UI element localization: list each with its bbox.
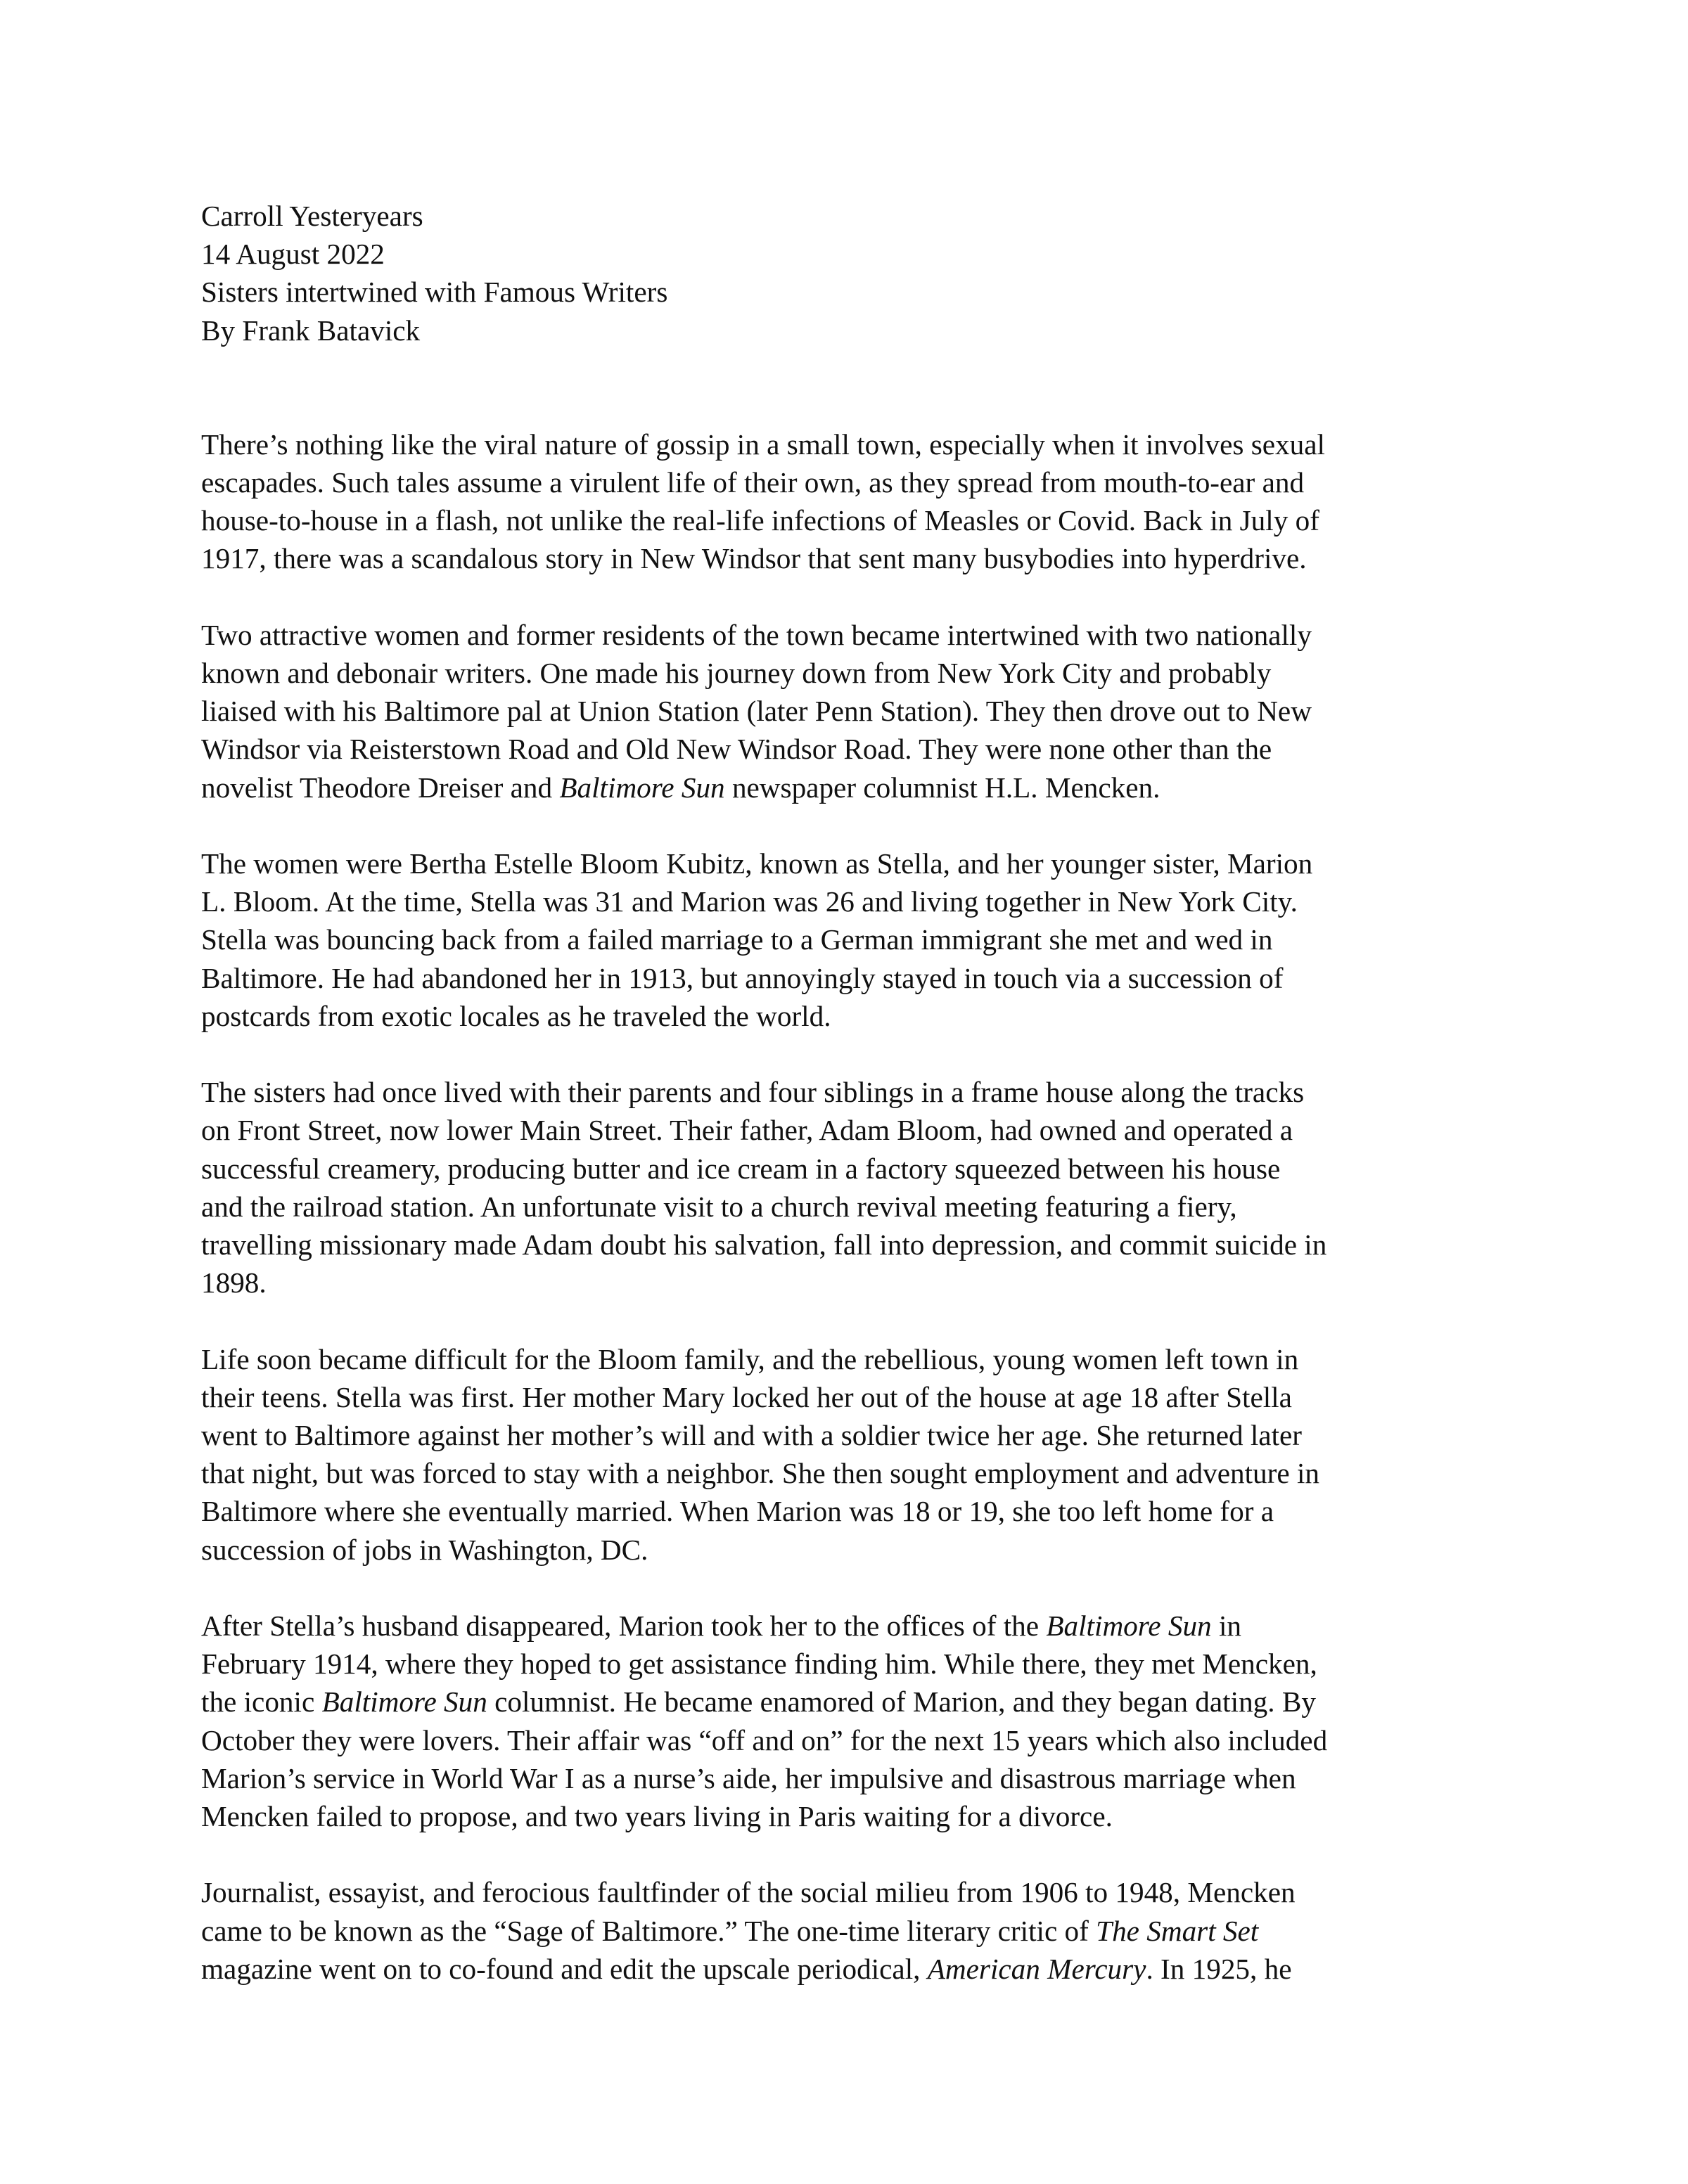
newspaper-title: Baltimore Sun (559, 771, 725, 804)
text-line (201, 1950, 1502, 1988)
text-line: The women were Bertha Estelle Bloom Kubitz, known as Stella, and her younger sister, Marion (201, 847, 1313, 880)
text-segment: novelist Theodore Dreiser and (201, 771, 560, 804)
text-line (201, 1607, 1502, 1645)
paragraph-1 (201, 425, 1502, 578)
newspaper-title: Baltimore Sun (1046, 1610, 1212, 1643)
text-line: The sisters had once lived with their parents and four siblings in a frame house along the tracks (201, 1076, 1305, 1109)
text-line: Life soon became difficult for the Bloom family, and the rebellious, young women left town in (201, 1342, 1299, 1375)
text-line: went to Baltimore against her mother’s will and with a soldier twice her age. She returned later (201, 1419, 1303, 1452)
magazine-title: American Mercury (927, 1952, 1146, 1985)
text-line: travelling missionary made Adam doubt his salvation, fall into depression, and commit suicide in (201, 1228, 1327, 1261)
text-line (201, 769, 1502, 807)
text-line: postcards from exotic locales as he traveled the world. (201, 999, 831, 1032)
text-line: Marion’s service in World War I as a nurse’s aide, her impulsive and disastrous marriage when (201, 1761, 1296, 1794)
text-line: liaised with his Baltimore pal at Union Station (later Penn Station). They then drove out to New (201, 695, 1312, 728)
article-title: Sisters intertwined with Famous Writers (201, 276, 668, 309)
text-line: on Front Street, now lower Main Street. Their father, Adam Bloom, had owned and operated a (201, 1114, 1293, 1147)
text-line: Journalist, essayist, and ferocious faultfinder of the social milieu from 1906 to 1948, Mencken (201, 1876, 1296, 1909)
article-header (201, 197, 1502, 349)
paragraph-2 (201, 616, 1502, 807)
text-segment: newspaper columnist H.L. Mencken. (724, 771, 1160, 804)
paragraph-7 (201, 1873, 1502, 1988)
article-date: 14 August 2022 (201, 238, 385, 271)
document-page (201, 197, 1502, 2026)
text-line: and the railroad station. An unfortunate visit to a church revival meeting featuring a fiery, (201, 1190, 1237, 1223)
text-segment: came to be known as the “Sage of Baltimore.” The one-time literary critic of (201, 1914, 1096, 1947)
text-line: their teens. Stella was first. Her mother Mary locked her out of the house at age 18 after Stella (201, 1380, 1292, 1413)
byline: By Frank Batavick (201, 314, 421, 347)
text-line: February 1914, where they hoped to get assistance finding him. While there, they met Mencken, (201, 1647, 1317, 1681)
text-line (201, 1683, 1502, 1721)
newspaper-title: Baltimore Sun (321, 1685, 487, 1719)
text-segment: After Stella’s husband disappeared, Marion took her to the offices of the (201, 1610, 1047, 1643)
paragraph-6 (201, 1607, 1502, 1835)
text-line: Baltimore where she eventually married. When Marion was 18 or 19, she too left home for a (201, 1495, 1274, 1528)
text-line: October they were lovers. Their affair was “off and on” for the next 15 years which also included (201, 1723, 1328, 1756)
text-line: Stella was bouncing back from a failed marriage to a German immigrant she met and wed in (201, 923, 1273, 956)
text-line: house-to-house in a flash, not unlike the real-life infections of Measles or Covid. Back in July of (201, 504, 1319, 537)
column-name: Carroll Yesteryears (201, 200, 423, 232)
text-line: L. Bloom. At the time, Stella was 31 and Marion was 26 and living together in New York City. (201, 885, 1298, 918)
text-segment: . In 1925, he (1146, 1952, 1292, 1985)
paragraph-5 (201, 1340, 1502, 1569)
text-line: successful creamery, producing butter and ice cream in a factory squeezed between his house (201, 1152, 1281, 1185)
text-line (201, 1912, 1502, 1950)
text-line: that night, but was forced to stay with a neighbor. She then sought employment and adventure in (201, 1457, 1319, 1490)
text-line: 1898. (201, 1266, 267, 1299)
text-segment: in (1211, 1610, 1241, 1643)
text-line: Mencken failed to propose, and two years living in Paris waiting for a divorce. (201, 1800, 1113, 1833)
text-line: Baltimore. He had abandoned her in 1913, but annoyingly stayed in touch via a succession of (201, 961, 1284, 994)
text-segment: columnist. He became enamored of Marion, and they began dating. By (487, 1685, 1316, 1719)
text-segment: the iconic (201, 1685, 322, 1719)
paragraph-3 (201, 844, 1502, 1035)
text-line: succession of jobs in Washington, DC. (201, 1533, 648, 1566)
text-line: known and debonair writers. One made his journey down from New York City and probably (201, 657, 1272, 690)
paragraph-4 (201, 1073, 1502, 1302)
text-line: There’s nothing like the viral nature of gossip in a small town, especially when it involves sexual (201, 428, 1325, 461)
magazine-title: The Smart Set (1096, 1914, 1259, 1947)
text-line: 1917, there was a scandalous story in New Windsor that sent many busybodies into hyperdrive. (201, 542, 1307, 575)
text-line: Windsor via Reisterstown Road and Old New Windsor Road. They were none other than the (201, 733, 1272, 766)
text-line: escapades. Such tales assume a virulent life of their own, as they spread from mouth-to-ear and (201, 466, 1305, 499)
text-segment: magazine went on to co-found and edit the upscale periodical, (201, 1952, 928, 1985)
text-line: Two attractive women and former residents of the town became intertwined with two nationally (201, 618, 1312, 651)
